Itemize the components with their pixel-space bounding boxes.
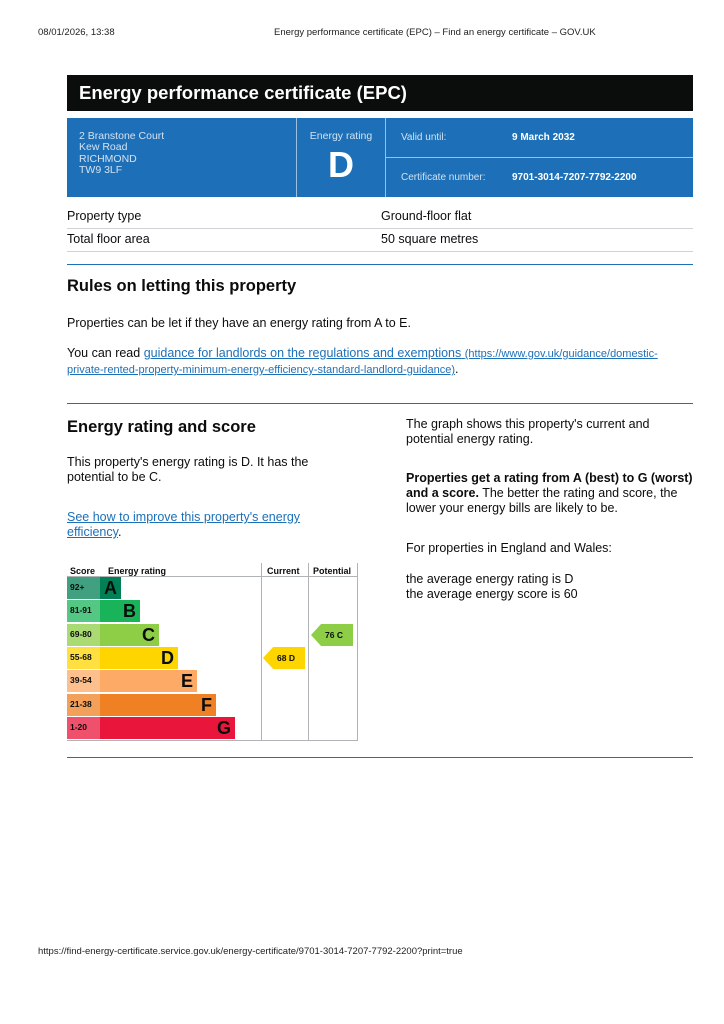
- graph-bottom-rule: [67, 740, 358, 741]
- certificate-number-label: Certificate number:: [401, 172, 486, 183]
- certificate-title: Energy performance certificate (EPC): [67, 75, 693, 111]
- rating-band-f: [67, 694, 261, 716]
- graph-header-potential: Potential: [313, 566, 352, 576]
- rules-heading: Rules on letting this property: [67, 277, 297, 295]
- property-type-label: Property type: [67, 209, 142, 223]
- rating-band-d: [67, 647, 261, 669]
- graph-right-border: [357, 563, 358, 741]
- print-datetime: 08/01/2026, 13:38: [38, 27, 115, 38]
- certificate-summary-box: [67, 118, 693, 197]
- band-bar: [100, 647, 178, 669]
- band-letter: C: [142, 624, 155, 645]
- valid-until-value: 9 March 2032: [512, 132, 575, 143]
- improve-efficiency-link[interactable]: See how to improve this property's energy efficiency: [67, 510, 301, 539]
- address-line: TW9 3LF: [79, 163, 123, 176]
- landlord-guidance-link[interactable]: [67, 346, 658, 376]
- landlord-guidance-link-text: guidance for landlords on the regulations and exemptions: [143, 346, 462, 360]
- potential-rating-arrow: [311, 624, 353, 646]
- valid-until-label: Valid until:: [401, 132, 447, 143]
- band-bar: [100, 694, 216, 716]
- rating-explanation-rest: The better the rating and score, the lower your energy bills are likely to be.: [406, 486, 678, 515]
- address-line: Kew Road: [79, 141, 128, 154]
- band-score-label: 55-68: [70, 651, 92, 662]
- average-score: the average energy score is 60: [406, 587, 578, 601]
- floor-area-label: Total floor area: [67, 232, 150, 246]
- band-score-label: 39-54: [70, 675, 92, 686]
- energy-rating-label: Energy rating: [309, 130, 373, 142]
- guidance-prefix: You can read: [67, 346, 144, 360]
- graph-header-rating: Energy rating: [108, 566, 167, 576]
- address-line: RICHMOND: [79, 152, 137, 165]
- band-bar: [100, 600, 140, 622]
- guidance-paragraph: [67, 346, 667, 378]
- rating-explanation-bold: Properties get a rating from A (best) to G (worst) and a score.: [406, 471, 693, 500]
- landlord-guidance-url: (https://www.gov.uk/guidance/domestic-private-rented-property-minimum-energy-efficiency-standard-landlord-guidance): [67, 348, 658, 376]
- energy-summary: This property's energy rating is D. It has the potential to be C.: [67, 455, 309, 484]
- print-page-title: Energy performance certificate (EPC) – Find an energy certificate – GOV.UK: [274, 27, 596, 38]
- valid-until-row: [385, 118, 693, 158]
- guidance-suffix: .: [455, 362, 459, 376]
- rating-explanation: [406, 471, 696, 516]
- graph-description: The graph shows this property's current and potential energy rating.: [406, 417, 650, 446]
- property-type-row: [67, 206, 693, 229]
- rules-paragraph: Properties can be let if they have an energy rating from A to E.: [67, 316, 411, 330]
- section-divider: [67, 264, 693, 265]
- band-score-label: 21-38: [70, 698, 92, 709]
- section-divider: [67, 757, 693, 758]
- band-score-label: 69-80: [70, 628, 92, 639]
- graph-header-score: Score: [70, 566, 96, 576]
- potential-rating-arrow-label: 76 C: [325, 629, 343, 640]
- band-bar: [100, 670, 197, 692]
- average-rating: the average energy rating is D: [406, 572, 574, 586]
- energy-rating-letter: D: [328, 144, 354, 185]
- band-bar: [100, 717, 235, 739]
- certificate-number-value: 9701-3014-7207-7792-2200: [512, 172, 637, 183]
- address-line: 2 Branstone Court: [79, 130, 165, 142]
- band-bar: [100, 577, 121, 599]
- band-letter: G: [216, 717, 231, 738]
- print-footer-url: https://find-energy-certificate.service.gov.uk/energy-certificate/9701-3014-7207-7792-2200?print=true: [38, 946, 463, 957]
- band-letter: D: [161, 647, 174, 668]
- floor-area-value: 50 square metres: [381, 232, 479, 246]
- energy-rating-cell: [296, 118, 386, 197]
- graph-column-divider: [308, 563, 309, 741]
- rating-band-e: [67, 670, 261, 692]
- current-rating-arrow-label: 68 D: [277, 652, 295, 663]
- band-letter: A: [104, 578, 117, 598]
- band-letter: F: [201, 694, 212, 715]
- improve-suffix: .: [117, 525, 122, 539]
- graph-header-current: Current: [267, 566, 300, 576]
- property-type-value: Ground-floor flat: [381, 209, 472, 223]
- band-bar: [100, 624, 159, 646]
- band-score-label: 1-20: [70, 721, 88, 732]
- rating-band-c: [67, 624, 261, 646]
- property-address: [79, 131, 164, 176]
- improve-paragraph: [67, 510, 327, 540]
- band-score-label: 81-91: [70, 605, 92, 616]
- energy-rating-graph: [67, 563, 358, 741]
- rating-band-g: [67, 717, 261, 739]
- floor-area-row: [67, 229, 693, 252]
- graph-column-divider: [261, 563, 262, 741]
- band-letter: B: [123, 601, 136, 622]
- england-wales-intro: For properties in England and Wales:: [406, 541, 612, 555]
- energy-section-heading: Energy rating and score: [67, 418, 256, 436]
- band-letter: E: [180, 671, 193, 692]
- certificate-number-row: [385, 158, 693, 197]
- rating-band-b: [67, 600, 261, 622]
- band-score-label: 92+: [70, 582, 85, 592]
- rating-band-a: [67, 577, 261, 599]
- section-divider: [67, 403, 693, 404]
- current-rating-arrow: [263, 647, 305, 669]
